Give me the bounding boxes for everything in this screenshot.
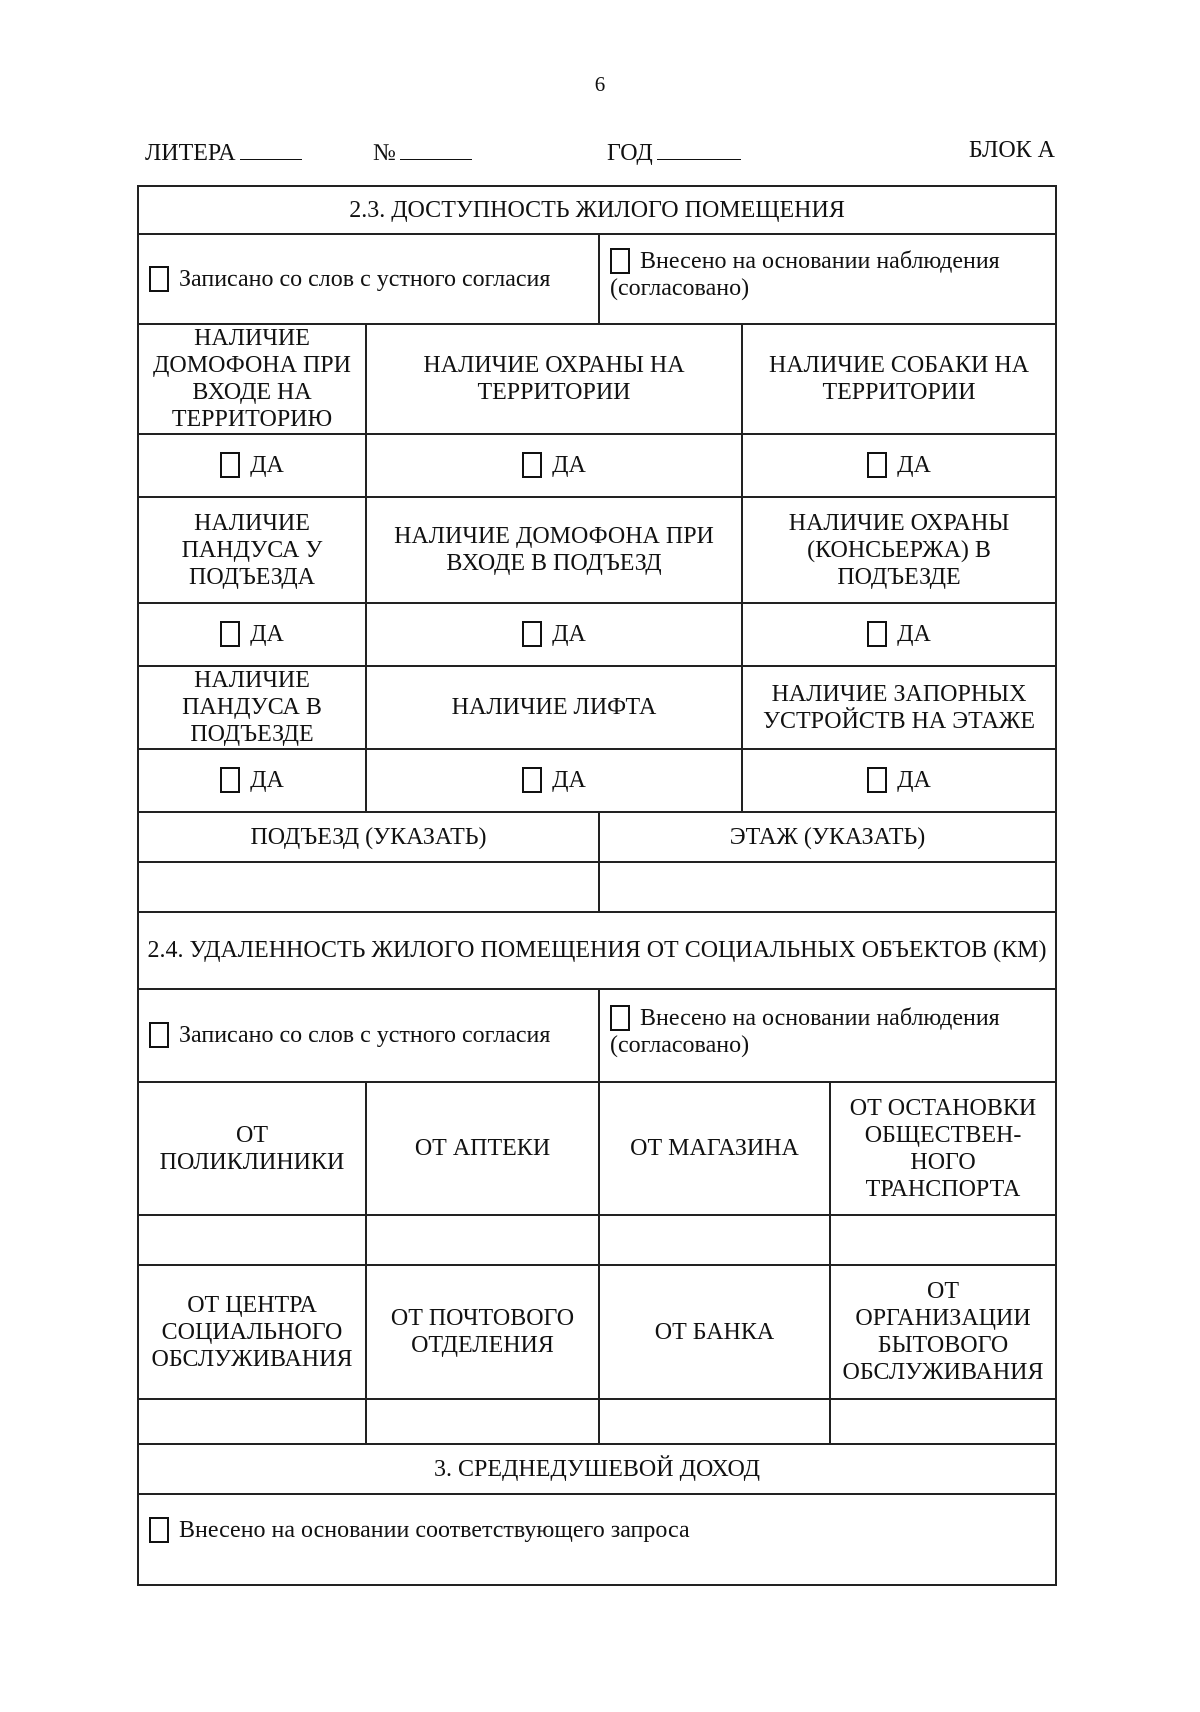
- option-observed-2-4[interactable]: [599, 989, 1056, 1082]
- option-observed-2-4-label: Внесено на основании наблюдения: [640, 1004, 1000, 1031]
- year-field[interactable]: [607, 137, 741, 167]
- yes-label: ДА: [250, 452, 284, 478]
- feature-elevator: НАЛИЧИЕ ЛИФТА: [366, 666, 742, 749]
- yes-option[interactable]: [366, 434, 742, 497]
- year-blank[interactable]: [657, 137, 741, 160]
- yes-option[interactable]: [742, 603, 1056, 666]
- yes-option[interactable]: [742, 434, 1056, 497]
- section-3-title: 3. СРЕДНЕДУШЕВОЙ ДОХОД: [138, 1444, 1056, 1494]
- feature-guard-territory: НАЛИЧИЕ ОХРАНЫ НА ТЕРРИТОРИИ: [366, 324, 742, 434]
- yes-option[interactable]: [138, 603, 366, 666]
- yes-label: ДА: [552, 767, 586, 793]
- yes-checkbox[interactable]: [867, 452, 887, 478]
- yes-option[interactable]: [366, 603, 742, 666]
- number-label: №: [373, 140, 396, 166]
- option-verbal-2-4-label: Записано со слов с устного согласия: [179, 1022, 551, 1048]
- yes-label: ДА: [250, 767, 284, 793]
- entrance-input-cell[interactable]: [138, 862, 599, 912]
- checkbox-observed-2-3[interactable]: [610, 248, 630, 274]
- yes-checkbox[interactable]: [220, 767, 240, 793]
- yes-label: ДА: [552, 452, 586, 478]
- floor-label: ЭТАЖ (УКАЗАТЬ): [599, 812, 1056, 862]
- distance-input-cell[interactable]: [599, 1215, 830, 1265]
- option-request-label: Внесено на основании соответствующего запроса: [179, 1517, 690, 1543]
- yes-checkbox[interactable]: [522, 621, 542, 647]
- yes-option[interactable]: [138, 434, 366, 497]
- checkbox-verbal-2-4[interactable]: [149, 1022, 169, 1048]
- feature-floor-locks: НАЛИЧИЕ ЗАПОРНЫХ УСТРОЙСТВ НА ЭТАЖЕ: [742, 666, 1056, 749]
- entrance-label: ПОДЪЕЗД (УКАЗАТЬ): [138, 812, 599, 862]
- yes-checkbox[interactable]: [867, 767, 887, 793]
- yes-label: ДА: [552, 621, 586, 647]
- number-blank[interactable]: [400, 137, 472, 160]
- yes-checkbox[interactable]: [220, 621, 240, 647]
- yes-label: ДА: [897, 767, 931, 793]
- yes-label: ДА: [897, 621, 931, 647]
- option-verbal-2-4[interactable]: [138, 989, 599, 1082]
- yes-checkbox[interactable]: [220, 452, 240, 478]
- section-2-3-title: 2.3. ДОСТУПНОСТЬ ЖИЛОГО ПОМЕЩЕНИЯ: [138, 186, 1056, 234]
- checkbox-request[interactable]: [149, 1517, 169, 1543]
- yes-checkbox[interactable]: [522, 767, 542, 793]
- distance-input-cell[interactable]: [138, 1215, 366, 1265]
- year-label: ГОД: [607, 140, 653, 166]
- option-verbal-2-3-label: Записано со слов с устного согласия: [179, 265, 551, 292]
- distance-social-center-label: ОТ ЦЕНТРА СОЦИАЛЬНОГО ОБСЛУЖИВАНИЯ: [138, 1265, 366, 1399]
- option-observed-2-3[interactable]: [599, 234, 1056, 324]
- feature-intercom-territory: НАЛИЧИЕ ДОМОФОНА ПРИ ВХОДЕ НА ТЕРРИТОРИЮ: [138, 324, 366, 434]
- option-observed-2-3-label: Внесено на основании наблюдения: [640, 248, 1000, 274]
- floor-input-cell[interactable]: [599, 862, 1056, 912]
- feature-intercom-entrance: НАЛИЧИЕ ДОМОФОНА ПРИ ВХОДЕ В ПОДЪЕЗД: [366, 497, 742, 603]
- yes-label: ДА: [250, 621, 284, 647]
- yes-option[interactable]: [366, 749, 742, 812]
- checkbox-verbal-2-3[interactable]: [149, 266, 169, 292]
- distance-input-cell[interactable]: [830, 1399, 1056, 1444]
- litera-label: ЛИТЕРА: [145, 140, 236, 166]
- distance-post-office-label: ОТ ПОЧТОВОГО ОТДЕЛЕНИЯ: [366, 1265, 599, 1399]
- distance-consumer-services-label: ОТ ОРГАНИЗАЦИИ БЫТОВОГО ОБСЛУЖИВАНИЯ: [830, 1265, 1056, 1399]
- distance-transport-stop-label: ОТ ОСТАНОВКИ ОБЩЕСТВЕН-НОГО ТРАНСПОРТА: [830, 1082, 1056, 1215]
- form-header: [145, 137, 1055, 171]
- yes-option[interactable]: [138, 749, 366, 812]
- yes-checkbox[interactable]: [522, 452, 542, 478]
- feature-dog-territory: НАЛИЧИЕ СОБАКИ НА ТЕРРИТОРИИ: [742, 324, 1056, 434]
- checkbox-observed-2-4[interactable]: [610, 1005, 630, 1031]
- distance-bank-label: ОТ БАНКА: [599, 1265, 830, 1399]
- distance-input-cell[interactable]: [366, 1215, 599, 1265]
- distance-input-cell[interactable]: [830, 1215, 1056, 1265]
- page-number: 6: [594, 72, 606, 96]
- form-table: [137, 185, 1057, 1586]
- distance-store-label: ОТ МАГАЗИНА: [599, 1082, 830, 1215]
- feature-ramp-entrance: НАЛИЧИЕ ПАНДУСА У ПОДЪЕЗДА: [138, 497, 366, 603]
- distance-input-cell[interactable]: [599, 1399, 830, 1444]
- option-request[interactable]: [138, 1494, 1056, 1585]
- distance-input-cell[interactable]: [366, 1399, 599, 1444]
- feature-concierge: НАЛИЧИЕ ОХРАНЫ (КОНСЬЕРЖА) В ПОДЪЕЗДЕ: [742, 497, 1056, 603]
- litera-field[interactable]: [145, 137, 302, 167]
- block-label: БЛОК А: [968, 137, 1055, 163]
- option-observed-2-4-note: (согласовано): [610, 1031, 750, 1058]
- option-verbal-2-3[interactable]: [138, 234, 599, 324]
- option-observed-2-3-note: (согласовано): [610, 275, 750, 301]
- yes-label: ДА: [897, 452, 931, 478]
- distance-pharmacy-label: ОТ АПТЕКИ: [366, 1082, 599, 1215]
- number-field[interactable]: [373, 137, 472, 167]
- yes-checkbox[interactable]: [867, 621, 887, 647]
- distance-polyclinic-label: ОТ ПОЛИКЛИНИКИ: [138, 1082, 366, 1215]
- yes-option[interactable]: [742, 749, 1056, 812]
- litera-blank[interactable]: [240, 137, 302, 160]
- distance-input-cell[interactable]: [138, 1399, 366, 1444]
- feature-ramp-inside: НАЛИЧИЕ ПАНДУСА В ПОДЪЕЗДЕ: [138, 666, 366, 749]
- section-2-4-title: 2.4. УДАЛЕННОСТЬ ЖИЛОГО ПОМЕЩЕНИЯ ОТ СОЦИАЛЬНЫХ ОБЪЕКТОВ (КМ): [138, 912, 1056, 989]
